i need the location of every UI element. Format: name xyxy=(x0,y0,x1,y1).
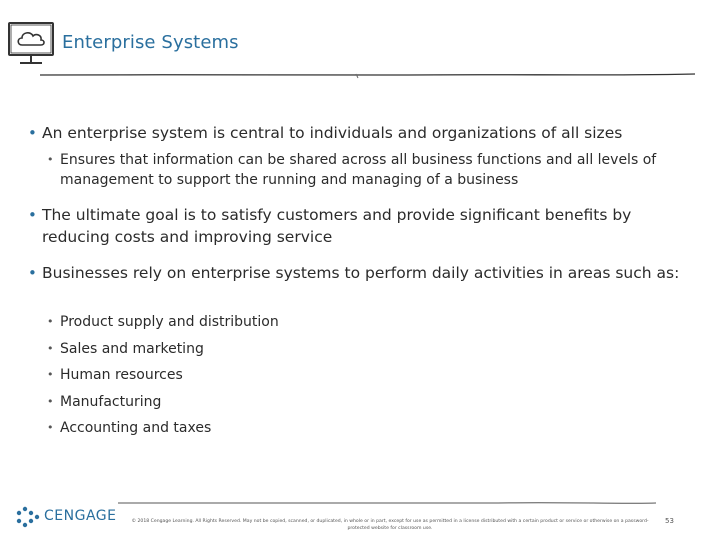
sub-bullet-item: • Product supply and distribution xyxy=(47,314,279,330)
sub-bullet-item: • Accounting and taxes xyxy=(47,420,212,436)
copyright-notice: © 2018 Cengage Learning. All Rights Reserved. May not be copied, scanned, or duplicated, in whole or in part, except for use as permitted in a license distributed with a certain product or service or otherwise on a password-protected website for classroom use. xyxy=(131,519,649,531)
sub-bullet-item: • Manufacturing xyxy=(47,394,162,410)
sub-bullet-marker: • xyxy=(47,153,54,166)
sub-bullet-marker: • xyxy=(47,421,54,434)
page-number: 53 xyxy=(665,517,674,525)
bullet-marker: • xyxy=(28,124,37,142)
sub-bullet-item: • Sales and marketing xyxy=(47,341,204,357)
bullet-item: • The ultimate goal is to satisfy customers and provide significant benefits by reducing costs and improving service xyxy=(28,206,632,246)
bullet-item: • An enterprise system is central to individuals and organizations of all sizes xyxy=(28,124,623,142)
page-title: Enterprise Systems xyxy=(62,32,239,53)
sub-bullet-item: • Human resources xyxy=(47,367,183,383)
footer-divider xyxy=(118,500,658,506)
sub-bullet-marker: • xyxy=(47,342,54,355)
sub-bullet-marker: • xyxy=(47,395,54,408)
sub-bullet-marker: • xyxy=(47,368,54,381)
bullet-marker: • xyxy=(28,264,37,282)
sub-bullet-marker: • xyxy=(47,315,54,328)
bullet-marker: • xyxy=(28,206,37,224)
bullet-item: • Businesses rely on enterprise systems to perform daily activities in areas such as: xyxy=(28,264,680,282)
brand-name: CENGAGE xyxy=(44,508,117,524)
sub-bullet-item: • Ensures that information can be shared across all business functions and all levels of management to support the running and managing of a business xyxy=(47,152,657,188)
